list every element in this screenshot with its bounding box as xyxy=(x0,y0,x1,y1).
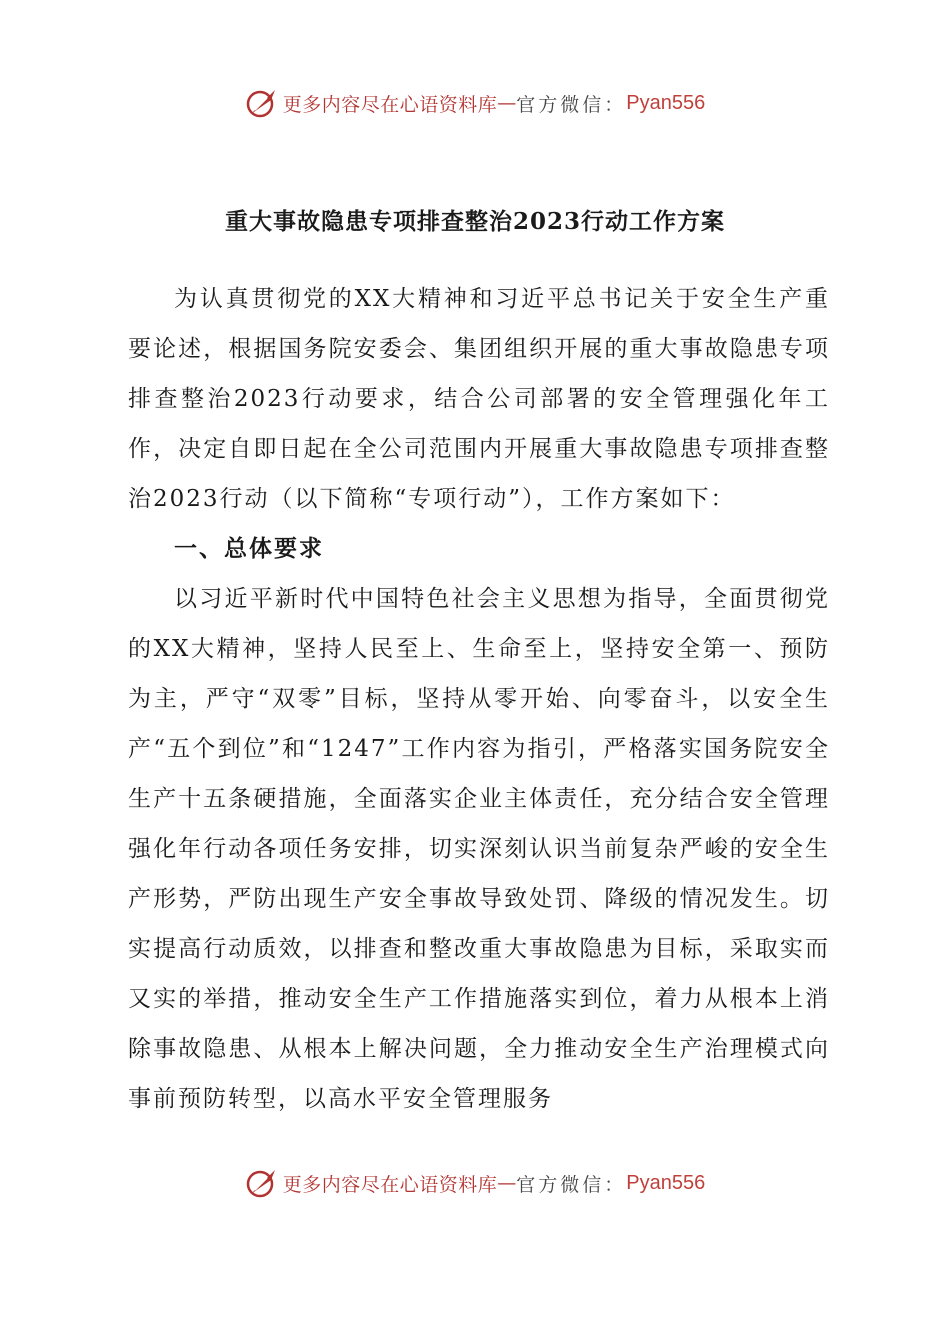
watermark-official-label: 官方微信： xyxy=(516,93,627,116)
document-title: 重大事故隐患专项排查整治2023行动工作方案 xyxy=(224,208,725,235)
quill-logo-icon xyxy=(245,1166,279,1200)
intro-paragraph: 为认真贯彻党的XX大精神和习近平总书记关于安全生产重要论述，根据国务院安委会、集团组织开展的重大事故隐患专项排查整治2023行动要求，结合公司部署的安全管理强化年工作，决定自即日起在全公司范围内开展重大事故隐患专项排查整治2023行动（以下简称“专项行动”），工作方案如下： xyxy=(128,286,830,512)
watermark-wechat-id: Pyan556 xyxy=(626,1171,706,1194)
document-body xyxy=(128,274,830,1124)
watermark-footer xyxy=(0,1163,950,1203)
watermark-header xyxy=(0,83,950,123)
watermark-official-label: 官方微信： xyxy=(516,1173,627,1196)
section-paragraph: 以习近平新时代中国特色社会主义思想为指导，全面贯彻党的XX大精神，坚持人民至上、生命至上，坚持安全第一、预防为主，严守“双零”目标，坚持从零开始、向零奋斗，以安全生产“五个到位”和“1247”工作内容为指引，严格落实国务院安全生产十五条硬措施，全面落实企业主体责任，充分结合安全管理强化年行动各项任务安排，切实深刻认识当前复杂严峻的安全生产形势，严防出现生产安全事故导致处罚、降级的情况发生。切实提高行动质效，以排查和整改重大事故隐患为目标，采取实而又实的举措，推动安全生产工作措施落实到位，着力从根本上消除事故隐患、从根本上解决问题，全力推动安全生产治理模式向事前预防转型，以高水平安全管理服务 xyxy=(128,586,830,1112)
watermark-wechat-id: Pyan556 xyxy=(626,91,706,114)
watermark-brand: 更多内容尽在心语资料库 xyxy=(282,1173,498,1196)
watermark-brand: 更多内容尽在心语资料库 xyxy=(282,93,498,116)
watermark-separator: — xyxy=(497,1172,517,1194)
quill-logo-icon xyxy=(245,86,279,120)
watermark-separator: — xyxy=(497,92,517,114)
section-heading-overall-requirements: 一、总体要求 xyxy=(174,535,324,562)
